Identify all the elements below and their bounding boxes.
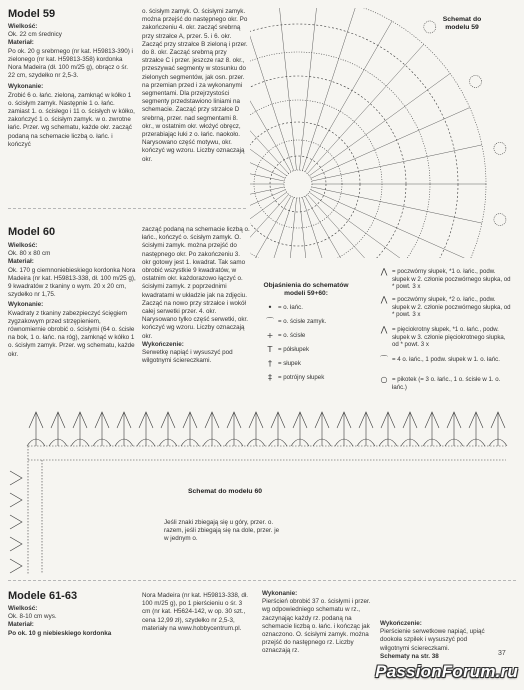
legend-title: Objaśnienia do schematów modeli 59+60: (263, 282, 349, 297)
legend-item (262, 374, 358, 382)
model-60-schema-note: Jeśli znaki zbiegają się u góry, przer. o. razem, jeśli zbiegają się na dole, przer. je w jednym o. (164, 519, 280, 542)
motif-radial-stitch (250, 44, 289, 173)
model-60-materials-label: Materiał: (8, 258, 34, 266)
legend-item-text: = poczwórny słupek, *1 o. łańc., podw. słupek w 2. członie poczwórnego słupka, od * powt. 3 x (392, 268, 511, 291)
motif-radial-stitch (250, 108, 285, 179)
model-61-63-size: Ok. 8-10 cm wys. (8, 613, 57, 621)
motif-round-ring (284, 170, 312, 198)
model-59-size: Ok. 22 cm średnicy (8, 31, 62, 39)
border-side-fan-stitch (10, 471, 22, 485)
motif-petal (494, 142, 506, 154)
model-59-info (8, 23, 136, 149)
model-59-title: Model 59 (8, 8, 56, 20)
model-59-materials: Po ok. 20 g srebrnego (nr kat. H59813-390) i zielonego (nr kat. H59813-358) kordonka Nora Madeira (dł. 100 m/25 g), obrącz o śr. 22 cm, szydełko nr 2,5-3. (8, 47, 133, 80)
model-61-63-materials-continued: Nora Madeira (nr kat. H59813-338, dł. 100 m/25 g), po 1 pierścieniu o śr. 3 cm (nr kat. H5624-142, w op. 30 szt., cena 12,99 zł), szydełko nr 2,5-3, materiały na www.hobbycentrum.pl. (142, 592, 249, 632)
legend-item-text: = pikotek (= 3 o. łańc., 1 o. ścisłe w 1. o. łańc.) (392, 376, 501, 391)
legend-item (376, 376, 512, 391)
motif-radial-stitch (250, 196, 291, 258)
legend-item-text: = 4 o. łańc., 1 podw. słupek w 1. o. łańc. (392, 356, 500, 363)
motif-petal (470, 76, 482, 88)
model-60-size-label: Wielkość: (8, 242, 38, 249)
cluster-three-icon: ⋀ (380, 295, 388, 304)
model-61-63-execution-label: Wykonanie: (262, 590, 298, 597)
half-double-icon: T (267, 345, 273, 354)
motif-radial-stitch (299, 8, 317, 170)
border-side-fan-stitch (10, 493, 22, 507)
legend-item (262, 318, 358, 326)
motif-petal (494, 214, 506, 226)
model-61-63-finishing-label: Wykończenie: (380, 620, 422, 627)
motif-radial-stitch (250, 192, 287, 258)
chain-arc-icon: ⌒ (380, 355, 388, 364)
legend-item (376, 268, 512, 291)
model-60-execution: Kwadraty z tkaniny zabezpieczyć ścięgiem zygzakowym przed strzępieniem, równomiernie obrobić o. ścisłymi (64 o. ścisłe na bok, 1 o. łańc. na róg), zamknąć w kółko 1 o. ścisłym zamyk. Przer. wg schematu, każde okr. (8, 309, 135, 358)
motif-round-ring (250, 52, 430, 258)
legend-item-text: = o. ścisłe (278, 332, 306, 339)
legend-item (376, 356, 512, 364)
picot-icon: ○ (380, 375, 388, 384)
model-61-63-materials-label: Materiał: (8, 621, 34, 629)
model-60-info (8, 242, 136, 359)
radial-motif-group (250, 8, 506, 258)
motif-radial-stitch (250, 8, 294, 171)
single-crochet-icon: + (266, 331, 274, 340)
triple-crochet-icon: ‡ (268, 373, 272, 382)
model-61-63-see-more: Schematy na str. 38 (380, 652, 439, 660)
slip-stitch-icon: ⌒ (266, 317, 274, 326)
model-61-63-execution: Pierścień obrobić 37 o. ścisłymi i przer. wg odpowiedniego schematu w rz., zaczynając każdy rz. podaną na schemacie liczbą o. łańc. i kończąc jak oznaczono. O. ścisłymi zamyk. można przejść do następnego rz. Liczby oznaczają rz. (262, 598, 371, 655)
section-divider-bottom (8, 580, 516, 581)
model-59-schema-diagram (250, 8, 520, 258)
motif-radial-stitch (312, 145, 482, 181)
border-side-fan-stitch (10, 559, 22, 573)
motif-radial-stitch (250, 197, 294, 258)
motif-radial-stitch (302, 8, 356, 171)
legend-item-text: = poczwórny słupek, *2 o. łańc., podw. słupek w 2. członie poczwórnego słupka, od * powt. 3 x (392, 296, 511, 319)
motif-radial-stitch (250, 73, 287, 175)
legend-item (262, 332, 358, 340)
model-61-63-title: Modele 61-63 (8, 590, 78, 602)
legend-item-text: = półsłupek (278, 346, 309, 353)
page-number: 37 (498, 650, 506, 657)
section-divider (8, 208, 246, 209)
legend-item-text: = potrójny słupek (278, 374, 325, 381)
legend-item-text: = pięciokrotny słupek, *1 o. łańc., podw. słupek w 3. członie pięciokrotnego słupka, od * powt. 3 x (392, 326, 506, 349)
double-crochet-icon: † (268, 359, 272, 368)
watermark-logo: PassionForum.ru (375, 662, 518, 681)
border-side-fan-stitch (10, 515, 22, 529)
model-59-materials-label: Materiał: (8, 39, 34, 47)
model-60-execution-continued (142, 226, 250, 365)
model-61-63-finishing-block (380, 620, 492, 661)
motif-radial-stitch (305, 21, 392, 172)
model-59-execution-continued: o. ścisłym zamyk. O. ścisłymi zamyk. można przejść do następnego okr. Po zakończeniu 4. okr. zacząć srebrną przy strzałce A, przer. 5. i 6. okr. Zacząć przy strzałce B zieloną i przer. do 8. okr. Zacząć srebrną przy strzałce C i przer. jeszcze raz 8. okr., przeszywać segmenty w stosunku do zielonych segmentów, jak osn. przer. na przemian przed i za wykonanymi segmentami. Dla przejrzystości segmenty przedstawiono liniami na schemacie. Zacząć przy strzałce D srebrną, przer. nad segmentami 8. okr., w ostatnim okr. włożyć obręcz, przerabiając łuki z o. łańc. naokoło. Narysowano część motywu, okr. kończyć wg wzoru. Liczby oznaczają okr. (142, 8, 248, 163)
model-60-finishing: Serwetkę napiąć i wysuszyć pod wilgotnymi ściereczkami. (142, 349, 233, 365)
model-61-63-materials: Po ok. 10 g niebieskiego kordonka (8, 629, 112, 637)
motif-radial-stitch (309, 73, 450, 175)
motif-radial-stitch (307, 194, 423, 258)
border-side-fan-stitch (10, 537, 22, 551)
model-60-execution-label: Wykonanie: (8, 301, 44, 309)
legend-item-text: = o. ścisłe zamyk. (278, 318, 327, 325)
model-60-size: Ok. 80 x 80 cm (8, 250, 51, 258)
motif-radial-stitch (250, 194, 289, 258)
motif-round-ring (250, 24, 458, 258)
model-59-execution: Zrobić 6 o. łańc. zieloną, zamknąć w kółko 1 o. ścisłym zamyk. Następnie 1 o. łańc. zamiast 1. o. ścisłego i 11 o. ścisłych w kółko, zakończyć 1 o. ścisłym zamyk. w o. zwrotne łańc. Przer. wg schematu, każde okr. zacząć podaną na schemacie liczbą o. łańc. i kończyć (8, 91, 135, 148)
motif-radial-stitch (278, 8, 296, 170)
cluster-five-icon: ⋀ (380, 325, 388, 334)
motif-round-ring (250, 76, 406, 258)
legend-item-text: = słupek (278, 360, 301, 367)
motif-radial-stitch (311, 108, 470, 179)
legend-item-text: = o. łańc. (278, 304, 303, 311)
motif-round-ring (250, 100, 382, 258)
model-60-title: Model 60 (8, 226, 56, 238)
model-61-63-size-label: Wielkość: (8, 605, 38, 612)
model-60-execution-cont: zacząć podaną na schemacie liczbą o. łańc., kończyć o. ścisłym zamyk. O. ścisłymi zamyk. można przejść do następnego okr. Po zakończeniu 3. okr gotowy jest 1. kwadrat. Tak samo obrobić wszystkie 9 kwadratów, w ostatnim okr. każdorazowo łączyć o. ścisłymi zamyk. z poprzednimi kwadratami w układzie jak na zdjęciu. Zacząć na nowo przy strzałce i wokół całej serwetki przer. 4. okr. Narysowano tylko część serwetki, okr. kończyć wg wzoru. Liczby oznaczają okr. (142, 226, 250, 340)
legend-item (262, 304, 358, 312)
legend-item (262, 360, 358, 368)
legend-item (262, 346, 358, 354)
model-60-finishing-label: Wykończenie: (142, 340, 184, 348)
chain-stitch-icon: • (267, 303, 273, 312)
motif-radial-stitch (305, 196, 392, 258)
model-59-execution-label: Wykonanie: (8, 83, 44, 91)
model-59-size-label: Wielkość: (8, 23, 38, 30)
cluster-two-icon: ⋀ (380, 267, 388, 276)
motif-radial-stitch (299, 198, 317, 258)
model-61-63-execution-block (262, 590, 374, 656)
model-60-schema-caption: Schemat do modelu 60 (187, 488, 263, 495)
legend-item (376, 326, 512, 349)
motif-radial-stitch (307, 44, 423, 173)
legend-item (376, 296, 512, 319)
model-61-63-finishing: Pierścienie serwetkowe napiąć, upiąć dookoła szpilek i wysuszyć pod wilgotnymi ściereczkami. (380, 628, 485, 652)
model-60-materials: Ok. 170 g ciemnoniebieskiego kordonka Nora Madeira (nr kat. H59813-338, dł. 100 m/25 g), 9 kwadratów z tkaniny o wym. 20 x 20 cm, szydełko nr 1,75. (8, 266, 136, 299)
model-61-63-info (8, 605, 136, 638)
model-59-schema-caption: Schemat do modelu 59 (442, 16, 482, 31)
